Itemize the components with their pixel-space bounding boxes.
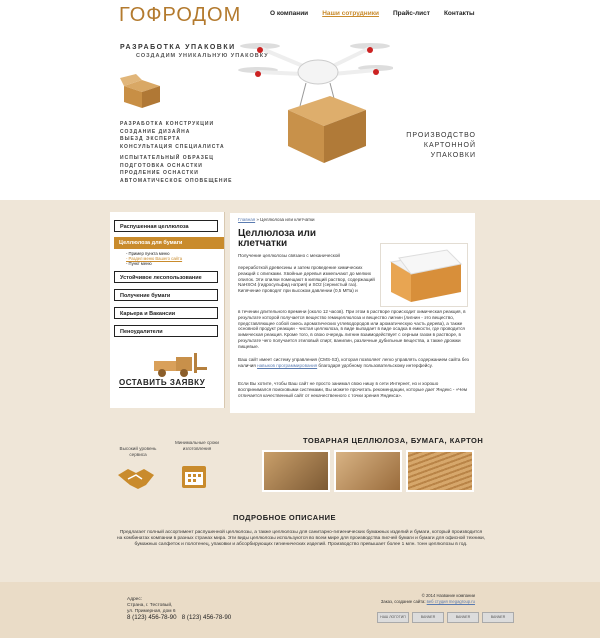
hero-list-item: АВТОМАТИЧЕСКОЕ ОПОВЕЩЕНИЕ: [120, 177, 233, 184]
hero-right-line: УПАКОВКИ: [430, 152, 476, 159]
counter-badge[interactable]: НАШ ЛОГОТИП: [377, 612, 409, 623]
phone-number[interactable]: 8 (123) 456-78-90: [181, 614, 232, 621]
counter-badge[interactable]: BANNER: [482, 612, 514, 623]
hero-subheading: СОЗДАДИМ УНИКАЛЬНУЮ УПАКОВКУ: [136, 53, 269, 59]
hero-list-item: ИСПЫТАТЕЛЬНЫЙ ОБРАЗЕЦ: [120, 155, 214, 161]
sidebar-subitem[interactable]: - Пункт меню: [126, 261, 152, 266]
sidebar-item-defoamers[interactable]: Пеноудалители: [114, 325, 218, 337]
developer-credit: [360, 599, 475, 605]
site-logo[interactable]: ГОФРОДОМ: [119, 4, 242, 26]
counter-badge[interactable]: BANNER: [412, 612, 444, 623]
open-box-image: [380, 243, 468, 307]
breadcrumb: [238, 217, 315, 222]
nav-pricelist[interactable]: Прайс-лист: [392, 10, 430, 17]
hero-list-item: ПРОДЛЕНИЕ ОСНАСТКИ: [120, 170, 199, 176]
sidebar-item-fluff-pulp[interactable]: Распушенная целлюлоза: [114, 220, 218, 232]
developer-prefix: Заказ, создание сайта:: [380, 598, 427, 604]
main-content: [230, 213, 475, 413]
nav-staff[interactable]: Наши сотрудники: [322, 10, 379, 17]
developer-link[interactable]: веб студия megagroup.ru: [426, 598, 475, 604]
hero-list-item: РАЗРАБОТКА КОНСТРУКЦИИ: [120, 121, 215, 127]
address-line: ул. Примерная, дом 6: [127, 609, 176, 614]
footer-address: [127, 597, 176, 615]
footer-badges: [377, 612, 514, 623]
sidebar-item-paper[interactable]: Получение бумаги: [114, 289, 218, 301]
products-title: ТОВАРНАЯ ЦЕЛЛЮЛОЗА, БУМАГА, КАРТОН: [303, 436, 484, 445]
product-photo-paper[interactable]: [334, 450, 402, 492]
phone-number[interactable]: 8 (123) 456-78-90: [127, 614, 177, 621]
breadcrumb-current: » Целлюлоза или клетчатки: [255, 217, 315, 222]
product-photo-pulp[interactable]: [262, 450, 330, 492]
hero-list-item: ВЫЕЗД ЭКСПЕРТА: [120, 136, 181, 142]
footer-copyright: [360, 593, 475, 604]
handshake-icon: [116, 463, 156, 493]
paragraph: в течении длительного времени (около 12 часов). При этом в растворе происходит химическая реакция, в результате которой получается вещество гемицеллюлоза и вещество лигнин (лигнин - это вещество, представляющее собой смесь ароматических углеводородов или ароматическую часть дерева), а также основной продукт реакции - чистая целлюлоза, в виде выпадает в виде осадка в емкости, где проводится химическая реакция. Кроме того, в свою очередь лигнин взаимодействует с серным газом в растворе, в результате чего получается этиловый спирт, ванилин, различные дубильные вещества, а также дрожжи пищевые.: [238, 309, 466, 349]
hero-right-caption: [396, 131, 476, 161]
hero-list-item: ПОДГОТОВКА ОСНАСТКИ: [120, 162, 203, 169]
footer-phones: [127, 614, 231, 621]
sidebar-item-forestry[interactable]: Устойчивое лесопользование: [114, 271, 218, 283]
sidebar-subitem[interactable]: - Раздел меню Вашего сайта: [126, 256, 183, 261]
address-line: Страна, г. Тестовый,: [127, 603, 173, 608]
copyright-text: © 2014 Название компании: [421, 593, 475, 598]
main-nav: [270, 10, 489, 17]
programming-skills-link[interactable]: навыков программирования: [257, 362, 318, 368]
hero-list-item: КОНСУЛЬТАЦИЯ СПЕЦИАЛИСТА: [120, 143, 225, 150]
paragraph-text: Ваш сайт имеет систему управления (CMS-S3), которая позволяет легко управлять содержанием сайта без наличия: [238, 357, 469, 368]
feature-label-service: Высокий уровень сервиса: [119, 446, 157, 457]
product-photo-cardboard[interactable]: [406, 450, 474, 492]
nav-about[interactable]: О компании: [270, 10, 309, 17]
footer: [0, 582, 600, 638]
details-title: ПОДРОБНОЕ ОПИСАНИЕ: [233, 513, 337, 522]
hero-right-line: КАРТОННОЙ: [423, 142, 476, 149]
paragraph: переработкой древесины и затем проведение химических реакций с опилками. Хвойные деревья измельчают до мелких опилок. Эти опилки помещают в кипящий раствор, содержащий NaHSO4 (гидросульфид натрия) и SO2 (сернистый газ). Кипячение проводят при высоком давлении (0,5 МПа) и: [238, 265, 375, 294]
leave-request-button[interactable]: ОСТАВИТЬ ЗАЯВКУ: [119, 378, 206, 387]
cardboard-box-icon: [120, 72, 164, 110]
sidebar-subitem[interactable]: - Пример пункта меню: [126, 251, 170, 256]
forklift-truck-image: [150, 353, 208, 379]
counter-badge[interactable]: BANNER: [447, 612, 479, 623]
drone-with-box-image: [238, 28, 393, 168]
details-text: Предлагает полный ассортимент распушенной целлюлозы, а также целлюлозы для санитарно-гигиенических бумажных изделий и бумаги, который производится на комбинатах компании в разных странах мира. Эти виды целлюлозы используются во всем мире для производства писчей бумаги и бумаги для офисной техники, бумажных салфеток и полотенец, упаковки и абсорбирующих гигиенических изделий. Производство превышает более 1 млн. тонн целлюлозы в год.: [117, 530, 485, 548]
feature-label-fast: Минимальные сроки изготовления: [175, 440, 219, 451]
paragraph: [238, 357, 470, 369]
nav-contacts[interactable]: Контакты: [443, 10, 475, 17]
paragraph-text: благодаря удобному пользовательскому интерфейсу.: [317, 362, 433, 368]
calendar-icon: [180, 462, 208, 490]
page-title-line: клетчатки: [238, 238, 288, 249]
page-title: [238, 229, 348, 249]
address-line: Адрес:: [127, 597, 143, 602]
page-title-line: Целлюлоза или: [238, 228, 317, 239]
hero-list-2: [120, 155, 232, 185]
sidebar-item-careers[interactable]: Карьера и Вакансии: [114, 307, 218, 319]
hero-right-line: ПРОИЗВОДСТВО: [406, 132, 476, 139]
hero-list-1: [120, 121, 225, 151]
breadcrumb-home-link[interactable]: Главная: [238, 217, 256, 222]
hero-list-item: СОЗДАНИЕ ДИЗАЙНА: [120, 128, 191, 135]
paragraph: Получение целлюлозы связано с механической: [238, 253, 340, 258]
sidebar-item-paper-pulp[interactable]: Целлюлоза для бумаги: [114, 237, 224, 249]
paragraph: Если Вы хотите, чтобы Ваш сайт не просто занимал свою нишу в сети Интернет, но и хорошо воспринимался поисковыми системами, Вы можете прочитать рекомендации, которые дает Яндекс - «Чем отличается качественный сайт от некачественного с точки зрения Яндекса».: [238, 381, 468, 398]
hero-heading: РАЗРАБОТКА УПАКОВКИ: [120, 44, 236, 51]
